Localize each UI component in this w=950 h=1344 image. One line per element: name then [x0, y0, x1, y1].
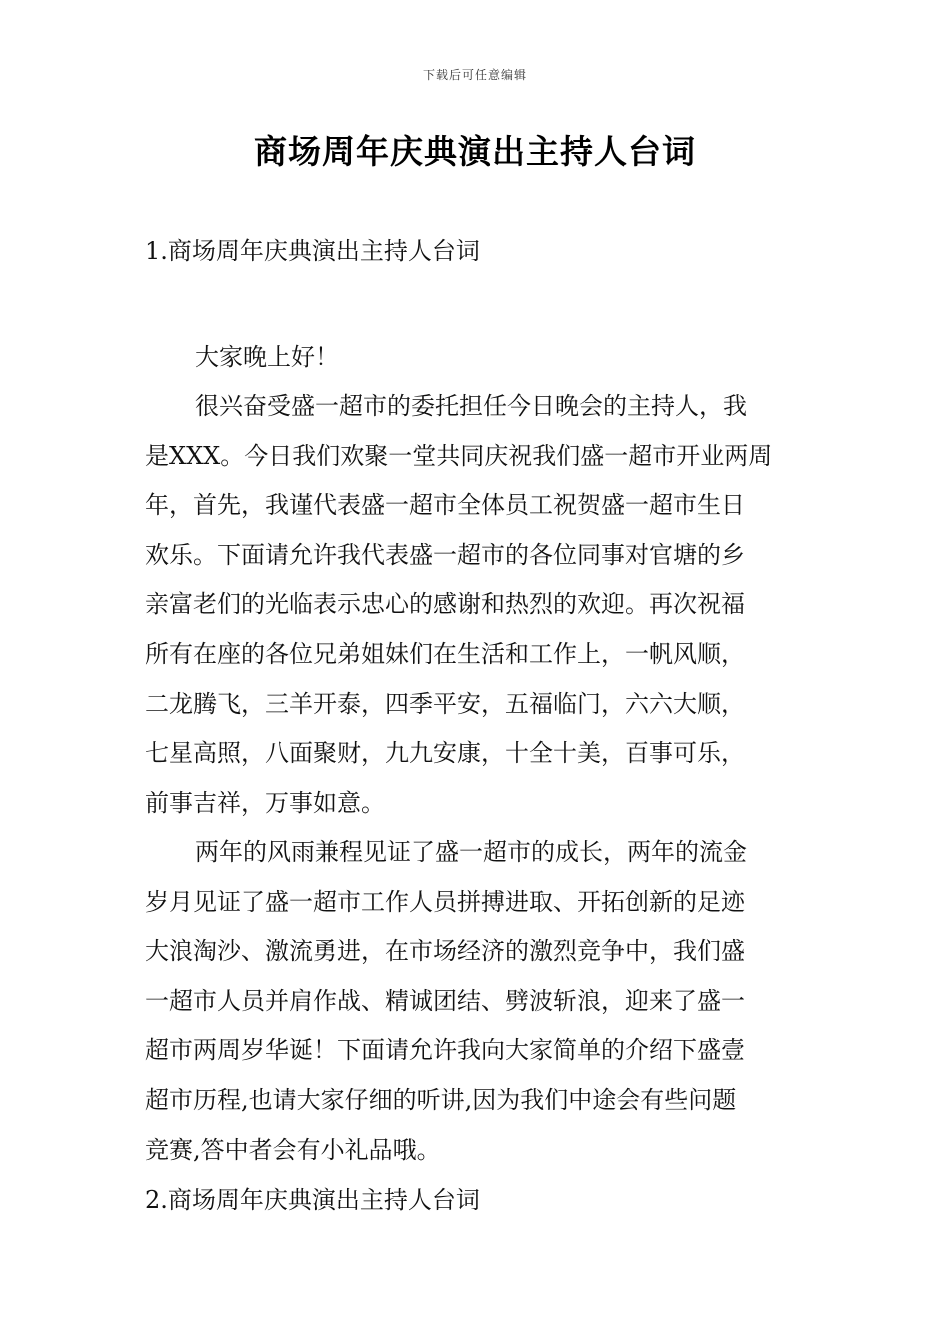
paragraph-2-line: 超市历程,也请大家仔细的听讲,因为我们中途会有些问题 — [145, 1085, 737, 1114]
paragraph-1-line: 所有在座的各位兄弟姐妹们在生活和工作上，一帆风顺， — [145, 639, 745, 668]
paragraph-2-line: 大浪淘沙、激流勇进，在市场经济的激烈竞争中，我们盛 — [145, 937, 745, 966]
paragraph-1-line: 前事吉祥，万事如意。 — [145, 788, 385, 817]
header-note: 下载后可任意编辑 — [422, 68, 527, 82]
greeting-line: 大家晚上好！ — [195, 343, 339, 371]
paragraph-1-line: 七星高照，八面聚财，九九安康，十全十美，百事可乐， — [145, 739, 745, 768]
paragraph-1 — [145, 382, 809, 828]
paragraph-2-line: 两年的风雨兼程见证了盛一超市的成长，两年的流金 — [195, 838, 747, 866]
paragraph-1-line: 二龙腾飞，三羊开泰，四季平安，五福临门，六六大顺， — [145, 689, 745, 718]
section-2-heading: 2.商场周年庆典演出主持人台词 — [145, 1186, 480, 1214]
paragraph-1-line: 很兴奋受盛一超市的委托担任今日晚会的主持人，我 — [195, 392, 747, 420]
document-title: 商场周年庆典演出主持人台词 — [254, 132, 696, 171]
paragraph-2 — [145, 828, 809, 1175]
greeting-paragraph — [145, 333, 809, 383]
paragraph-2-line: 岁月见证了盛一超市工作人员拼搏进取、开拓创新的足迹 — [145, 887, 745, 916]
paragraph-2-line: 竞赛,答中者会有小礼品哦。 — [145, 1135, 441, 1164]
paragraph-2-line: 一超市人员并肩作战、精诚团结、劈波斩浪，迎来了盛一 — [145, 986, 745, 1015]
paragraph-1-line: 年，首先，我谨代表盛一超市全体员工祝贺盛一超市生日 — [145, 491, 745, 520]
paragraph-1-line: 欢乐。下面请允许我代表盛一超市的各位同事对官塘的乡 — [145, 540, 745, 569]
paragraph-1-line: 亲富老们的光临表示忠心的感谢和热烈的欢迎。再次祝福 — [145, 590, 745, 619]
section-1-heading: 1.商场周年庆典演出主持人台词 — [145, 237, 480, 265]
paragraph-2-line: 超市两周岁华诞！下面请允许我向大家简单的介绍下盛壹 — [145, 1036, 745, 1065]
paragraph-1-line: 是XXX。今日我们欢聚一堂共同庆祝我们盛一超市开业两周 — [145, 441, 773, 470]
